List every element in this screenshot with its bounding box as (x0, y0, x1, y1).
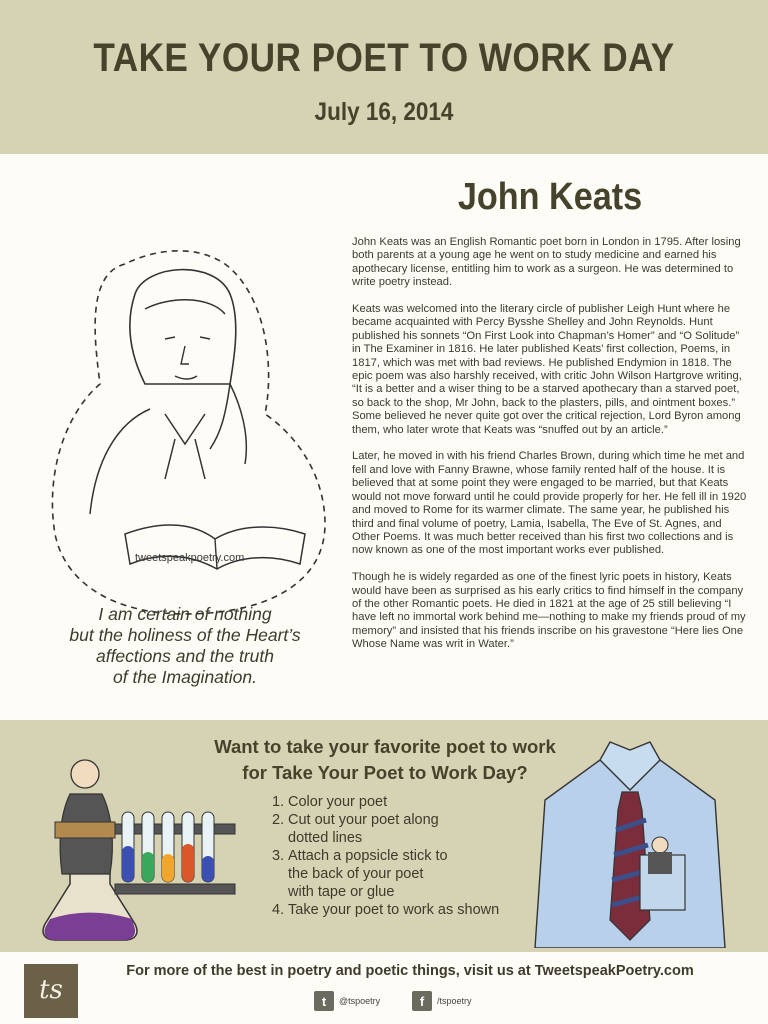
shirt-with-poet-illustration (530, 730, 730, 948)
heading-line: for Take Your Poet to Work Day? (242, 762, 528, 783)
step-line: with tape or glue (288, 884, 395, 900)
instructions-band (0, 720, 768, 952)
poet-name: John Keats (457, 176, 643, 218)
illustration-credit: tweetspeakpoetry.com (135, 552, 245, 564)
step-line: Color your poet (288, 794, 388, 810)
page-title: TAKE YOUR POET TO WORK DAY (93, 36, 675, 80)
list-item (272, 847, 532, 901)
quote-line: but the holiness of the Heart’s (69, 625, 301, 645)
step-line: Take your poet to work as shown (288, 902, 500, 918)
twitter-handle: @tspoetry (339, 996, 381, 1006)
bio-paragraph: Keats was welcomed into the literary circle of publisher Leigh Hunt where he became acquainted with Percy Bysshe Shelley and John Reynolds. Hunt published his sonnets “On First Look into Chapman’s Homer” and “O Solitude” in The Examiner in 1816. He later published Keats’ first collection, Poems, in 1817, which was met with bad reviews. He published Endymion in 1818. The epic poem was also harshly received, with critic John Wilson Hartgrove writing, “It is a better and a wiser thing to be a starved apothecary than a starved poet, so back to the shop, Mr John, back to the plasters, pills, and ointment boxes.” Some believed he never quite got over the critical rejection, Lord Byron among them, who later wrote that Keats was “snuffed out by an article.” (352, 303, 742, 436)
keats-quote (40, 604, 330, 688)
poet-bio (352, 236, 748, 665)
step-number: 1. (272, 794, 285, 810)
facebook-handle: /tspoetry (437, 996, 472, 1006)
instruction-list (272, 793, 532, 919)
step-line: the back of your poet (288, 866, 424, 882)
event-date: July 16, 2014 (314, 98, 454, 126)
step-number: 2. (272, 812, 285, 828)
twitter-link[interactable] (314, 990, 380, 1012)
bio-paragraph: John Keats was an English Romantic poet born in London in 1795. After losing both parents at a young age he went on to study medicine and earned his apothecary license, entitling him to work as a surgeon. He was determined to write poetry instead. (352, 236, 741, 289)
heading-line: Want to take your favorite poet to work (214, 736, 556, 757)
list-item (272, 811, 532, 847)
facebook-icon: f (412, 991, 432, 1011)
list-item (272, 901, 532, 919)
step-number: 3. (272, 848, 285, 864)
bio-paragraph: Though he is widely regarded as one of the finest lyric poets in history, Keats would have been as surprised as his early critics to find himself in the company of the other Romantic poets. He died in 1821 at the age of 25 still believing “I have left no immortal work behind me—nothing to make my friends proud of my memory” and insisted that his friends inscribe on his gravestone “Here lies One Whose Name was writ in Water.” (352, 571, 746, 651)
poet-section (0, 154, 768, 720)
tweetspeak-logo[interactable]: ts (24, 964, 78, 1018)
facebook-link[interactable] (412, 990, 472, 1012)
step-number: 4. (272, 902, 285, 918)
step-line: Attach a popsicle stick to (288, 848, 448, 864)
twitter-icon: t (314, 991, 334, 1011)
header-band (0, 0, 768, 154)
step-line: dotted lines (288, 830, 363, 846)
quote-line: affections and the truth (95, 646, 275, 666)
list-item (272, 793, 532, 811)
step-line: Cut out your poet along (288, 812, 439, 828)
quote-line: I am certain of nothing (98, 604, 272, 624)
quote-line: of the Imagination. (113, 667, 257, 687)
footer (0, 952, 768, 1024)
bio-paragraph: Later, he moved in with his friend Charles Brown, during which time he met and fell and love with Fanny Brawne, whose family rented half of the house. It is believed that at some point they were engaged to be married, but that Keats would not move forward until he could provide properly for her. He fell ill in 1920 and moved to Rome for its warmer climate. The same year, he published his third and final volume of poetry, Lamia, Isabella, The Eve of St. Agnes, and Other Poems. It was much better received than his first two collections and is now known as one of the most important works ever published. (352, 450, 747, 557)
visit-site-text: For more of the best in poetry and poetic things, visit us at TweetspeakPoetry.com (126, 963, 694, 979)
keats-portrait-illustration (25, 234, 345, 654)
